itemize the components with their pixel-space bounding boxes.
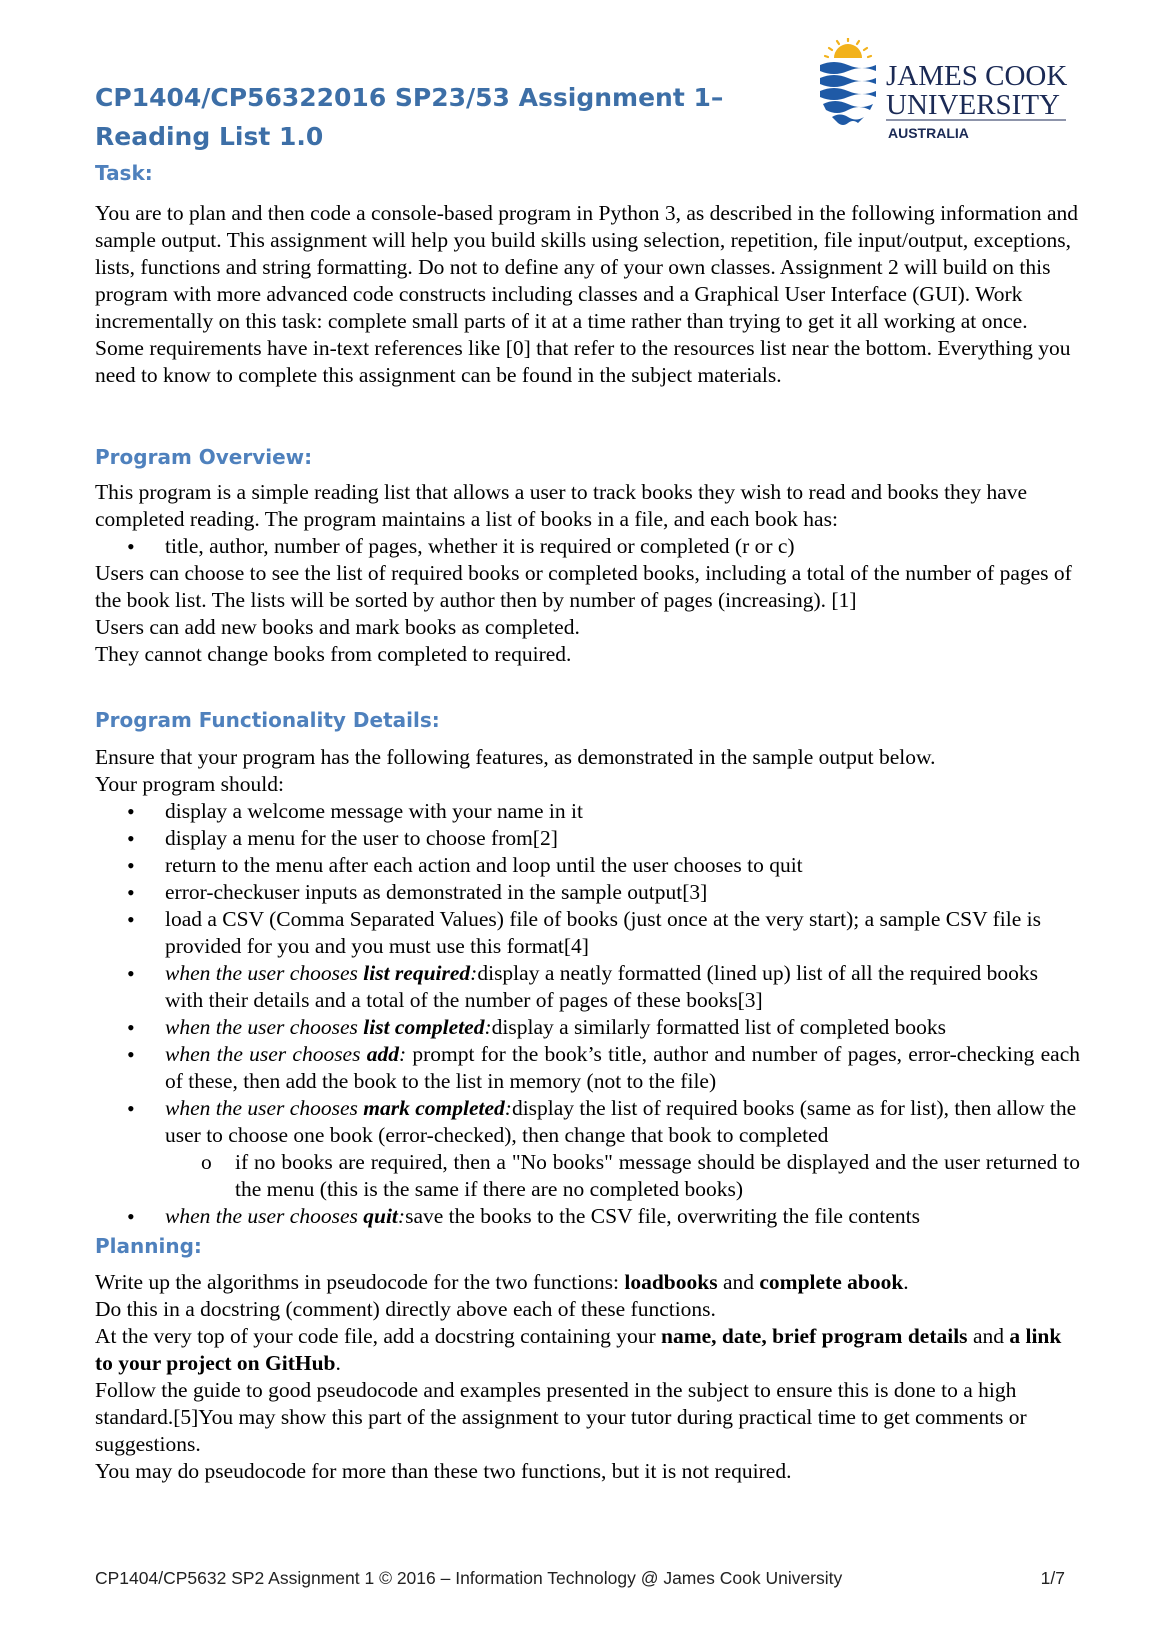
page-number: 1/7: [1040, 1568, 1065, 1588]
list-item: • when the user chooses add: prompt for the book’s title, author and number of pages, error-checking each of these, then add the book to the list in memory (not to the file): [95, 1041, 1080, 1095]
sub-list: [165, 1149, 1080, 1203]
list-item: • when the user chooses list required:display a neatly formatted (lined up) list of all the required books with their details and a total of the number of pages of these books[3]: [95, 960, 1080, 1014]
overview-paragraph-2: Users can choose to see the list of required books or completed books, including a total of the number of pages of the book list. The lists will be sorted by author then by number of pages (increasing). [1]: [95, 561, 1072, 612]
title-line-2: Reading List 1.0: [95, 122, 324, 151]
list-item: • when the user chooses quit:save the books to the CSV file, overwriting the file contents: [95, 1203, 1080, 1230]
list-item: • error-checkuser inputs as demonstrated in the sample output[3]: [95, 879, 1080, 906]
command-label: list completed: [363, 1015, 485, 1039]
command-label: quit: [363, 1204, 398, 1228]
list-item: • display a welcome message with your name in it: [95, 798, 1080, 825]
overview-paragraph-3: Users can add new books and mark books as completed.: [95, 615, 580, 639]
list-item: • title, author, number of pages, whether it is required or completed (r or c): [95, 533, 1080, 560]
item-text: display a neatly formatted (lined up) list of all the required books with their details and a total of the number of pages of these books[3]: [165, 961, 1038, 1012]
overview-list: [95, 533, 1080, 560]
overview-section: [95, 479, 1080, 668]
overview-paragraph-4: They cannot change books from completed to required.: [95, 642, 572, 666]
list-item: • when the user chooses list completed:display a similarly formatted list of completed books: [95, 1014, 1080, 1041]
planning-line-3: At the very top of your code file, add a docstring containing your name, date, brief program details and a link to your project on GitHub.: [95, 1324, 1062, 1375]
task-heading: Task:: [95, 161, 153, 185]
command-label: list required: [363, 961, 471, 985]
function-name: loadbooks: [624, 1270, 718, 1294]
command-label: mark completed: [363, 1096, 505, 1120]
waves-icon: [820, 62, 876, 125]
functionality-section: [95, 744, 1080, 1230]
when-label: when the user chooses: [165, 1096, 358, 1120]
text-run: Write up the algorithms in pseudocode for the two functions:: [95, 1270, 619, 1294]
text-run: At the very top of your code file, add a docstring containing your: [95, 1324, 656, 1348]
functionality-intro-2: Your program should:: [95, 772, 284, 796]
title-line-1: CP1404/CP56322016 SP23/53 Assignment 1–: [95, 83, 724, 112]
footer-text: CP1404/CP5632 SP2 Assignment 1 © 2016 – Information Technology @ James Cook University: [95, 1568, 843, 1588]
text-run: and: [972, 1324, 1004, 1348]
logo-name-line-1: JAMES COOK: [886, 60, 1068, 92]
logo-name-line-2: UNIVERSITY: [886, 89, 1060, 121]
list-item: • when the user chooses mark completed:display the list of required books (same as for list), then allow the user to choose one book (error-checked), then change that book to completed o if no books are required, then a "No books" message should be displayed and the user returned to the menu (this is the same if there are no completed books): [95, 1095, 1080, 1203]
planning-section: [95, 1269, 1080, 1485]
overview-heading: Program Overview:: [95, 445, 313, 469]
text-run: and: [722, 1270, 754, 1294]
emphasis-text: a link to your project on GitHub: [95, 1324, 1062, 1375]
functionality-intro-1: Ensure that your program has the following features, as demonstrated in the sample output below.: [95, 745, 936, 769]
logo-country: AUSTRALIA: [888, 125, 969, 141]
function-name: complete abook: [759, 1270, 904, 1294]
command-label: add: [366, 1042, 399, 1066]
when-label: when the user chooses: [165, 1204, 358, 1228]
task-section: [95, 200, 1080, 389]
planning-line-5: You may do pseudocode for more than these two functions, but it is not required.: [95, 1459, 792, 1483]
functionality-list: [95, 798, 1080, 1230]
planning-line-4: Follow the guide to good pseudocode and examples presented in the subject to ensure this is done to a high standard.[5]You may show this part of the assignment to your tutor during practical time to get comments or suggestions.: [95, 1378, 1027, 1456]
page-footer: [95, 1568, 1065, 1589]
document-title: [95, 78, 735, 156]
task-paragraph: You are to plan and then code a console-based program in Python 3, as described in the following information and sample output. This assignment will help you build skills using selection, repetition, file input/output, exceptions, lists, functions and string formatting. Do not to define any of your own classes. Assignment 2 will build on this program with more advanced code constructs including classes and a Graphical User Interface (GUI). Work incrementally on this task: complete small parts of it at a time rather than trying to get it all working at once. Some requirements have in-text references like [0] that refer to the resources list near the bottom. Everything you need to know to complete this assignment can be found in the subject materials.: [95, 201, 1079, 387]
when-label: when the user chooses: [165, 961, 358, 985]
jcu-logo: [820, 38, 1070, 148]
planning-line-1: Write up the algorithms in pseudocode for the two functions: loadbooks and complete abook.: [95, 1270, 909, 1294]
sun-icon: [825, 38, 871, 58]
list-item: • return to the menu after each action and loop until the user chooses to quit: [95, 852, 1080, 879]
when-label: when the user chooses: [165, 1042, 361, 1066]
item-text: display the list of required books (same as for list), then allow the user to choose one book (error-checked), then change that book to completed: [165, 1096, 1077, 1147]
planning-heading: Planning:: [95, 1234, 202, 1258]
list-item: • display a menu for the user to choose from[2]: [95, 825, 1080, 852]
item-text: prompt for the book’s title, author and number of pages, error-checking each of these, then add the book to the list in memory (not to the file): [165, 1042, 1080, 1093]
list-item: • load a CSV (Comma Separated Values) file of books (just once at the very start); a sample CSV file is provided for you and you must use this format[4]: [95, 906, 1080, 960]
when-label: when the user chooses: [165, 1015, 358, 1039]
item-text: display a similarly formatted list of completed books: [491, 1015, 947, 1039]
item-text: save the books to the CSV file, overwriting the file contents: [405, 1204, 920, 1228]
emphasis-text: name, date, brief program details: [661, 1324, 968, 1348]
sub-list-item: o if no books are required, then a "No books" message should be displayed and the user returned to the menu (this is the same if there are no completed books): [165, 1149, 1080, 1203]
overview-intro: This program is a simple reading list that allows a user to track books they wish to read and books they have completed reading. The program maintains a list of books in a file, and each book has:: [95, 480, 1028, 531]
functionality-heading: Program Functionality Details:: [95, 708, 440, 732]
planning-line-2: Do this in a docstring (comment) directly above each of these functions.: [95, 1297, 716, 1321]
